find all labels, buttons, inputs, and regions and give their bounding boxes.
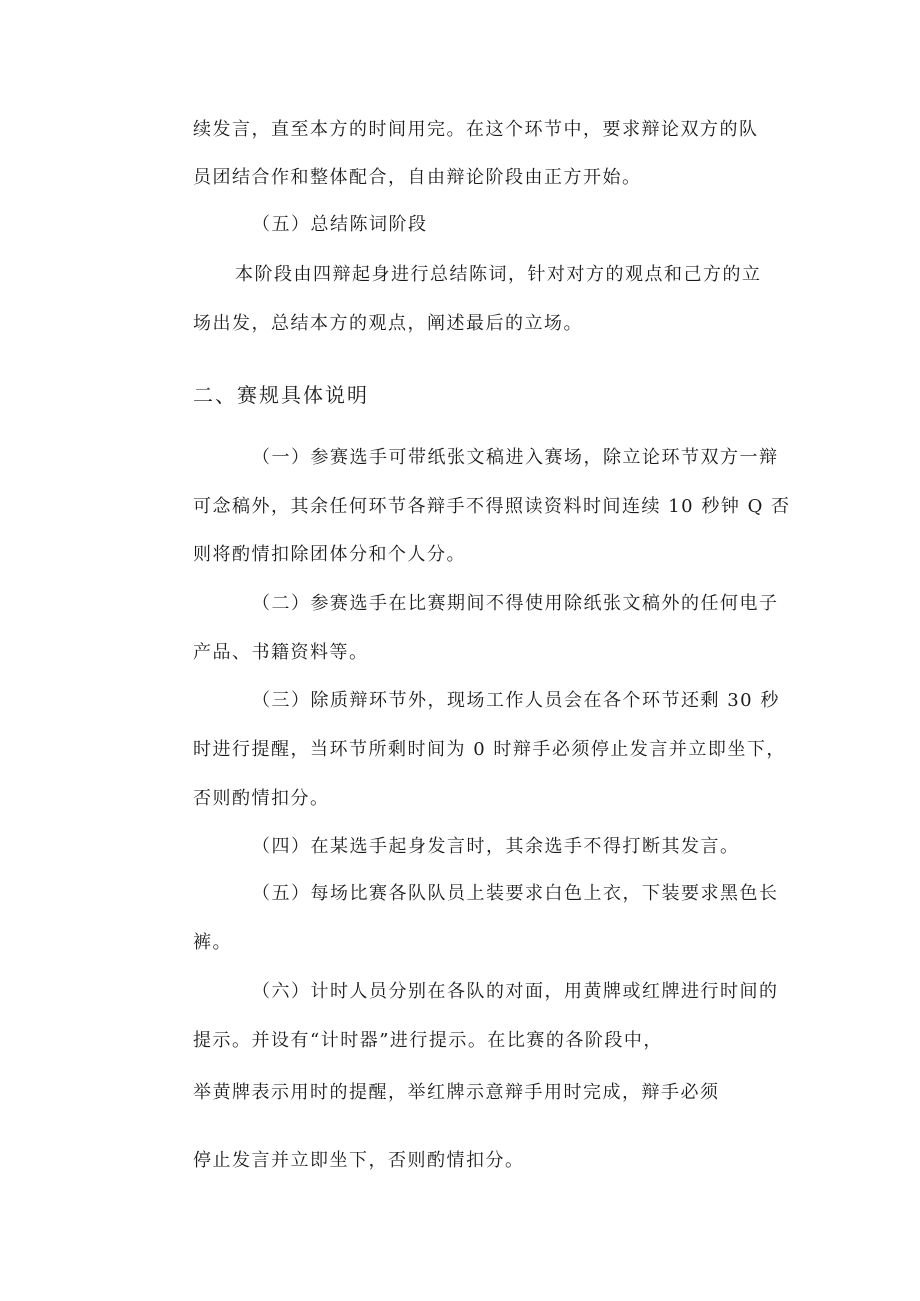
paragraph-line: 时进行提醒，当环节所剩时间为 0 时辩手必须停止发言并立即坐下， [193,739,786,760]
paragraph-line: （五）每场比赛各队队员上装要求白色上衣，下装要求黑色长 [252,883,779,904]
paragraph-line: （三）除质辩环节外，现场工作人员会在各个环节还剩 30 秒 [252,690,780,711]
paragraph-line: 可念稿外，其余任何环节各辩手不得照读资料时间连续 10 秒钟 Q 否 [193,496,791,517]
paragraph-line: 否则酌情扣分。 [193,788,330,809]
paragraph-line: （一）参赛选手可带纸张文稿进入赛场，除立论环节双方一辩 [252,447,779,468]
paragraph-line: 员团结合作和整体配合，自由辩论阶段由正方开始。 [193,167,642,188]
paragraph-line: 则将酌情扣除团体分和个人分。 [193,544,466,565]
paragraph-line: （二）参赛选手在比赛期间不得使用除纸张文稿外的任何电子 [252,593,779,614]
section-heading: 二、赛规具体说明 [193,383,369,407]
paragraph-line: 续发言，直至本方的时间用完。在这个环节中，要求辩论双方的队 [193,119,759,140]
paragraph-line: 本阶段由四辩起身进行总结陈词，针对对方的观点和己方的立 [235,264,762,285]
paragraph-line: 举黄牌表示用时的提醒，举红牌示意辩手用时完成，辩手必须 [193,1082,720,1103]
paragraph-line: （六）计时人员分别在各队的对面，用黄牌或红牌进行时间的 [252,981,779,1002]
paragraph-line: （四）在某选手起身发言时，其余选手不得打断其发言。 [252,836,740,857]
paragraph-line: 场出发，总结本方的观点，阐述最后的立场。 [193,313,583,334]
paragraph-line: 停止发言并立即坐下，否则酌情扣分。 [193,1150,525,1171]
paragraph-line: 产品、书籍资料等。 [193,642,369,663]
paragraph-line: 提示。并设有“计时器”进行提示。在比赛的各阶段中， [193,1030,663,1051]
subsection-title: （五）总结陈词阶段 [252,214,428,235]
paragraph-line: 裤。 [193,932,232,953]
